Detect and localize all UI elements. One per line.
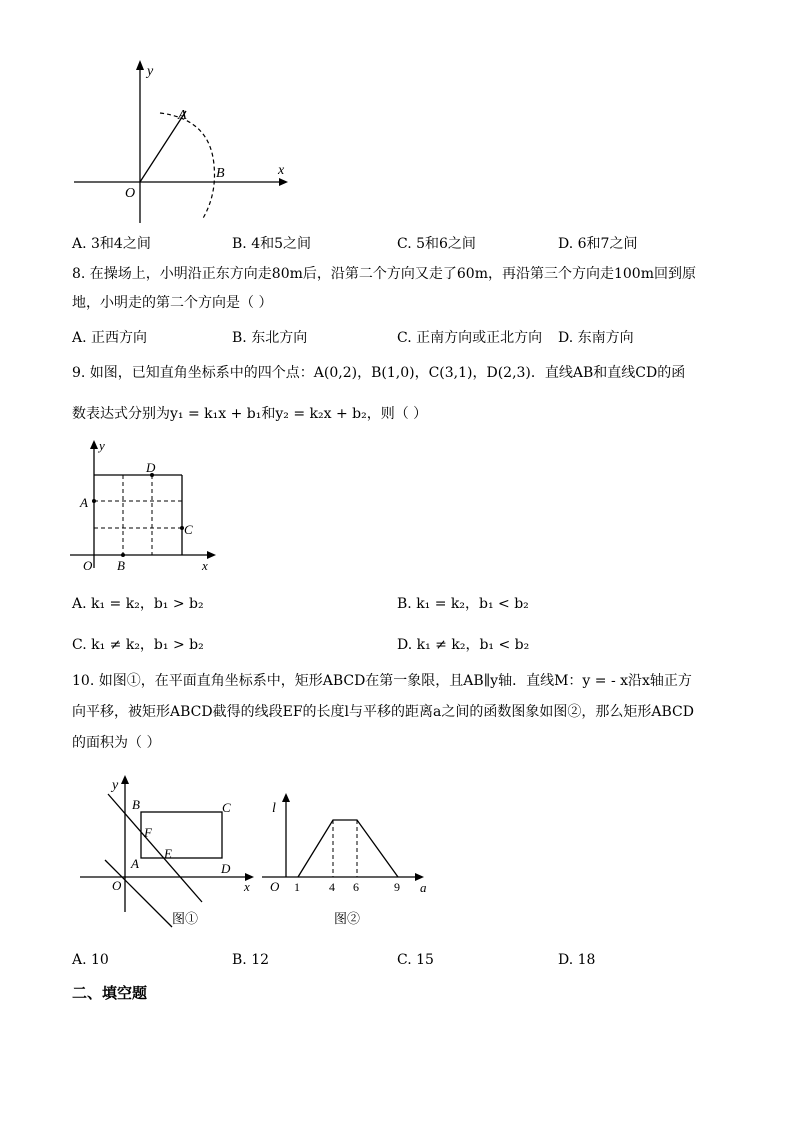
q8-option-a[interactable]: A. 正西方向 <box>72 330 148 346</box>
q8-option-d[interactable]: D. 东南方向 <box>558 330 634 346</box>
q7-figure <box>60 55 300 235</box>
x-axis-arrow-icon <box>207 551 216 559</box>
point-a-label: A <box>178 108 187 123</box>
y-label: y <box>147 64 154 79</box>
origin-label: O <box>112 878 122 893</box>
q7-option-a[interactable]: A. 3和4之间 <box>72 236 151 252</box>
rectangle-abcd <box>141 812 222 858</box>
x-label: x <box>278 163 285 178</box>
point-b-label: B <box>132 797 140 812</box>
line-m-translated <box>108 794 202 902</box>
q10-stem-line2: 向平移，被矩形ABCD截得的线段EF的长度l与平移的距离a之间的函数图象如图②，那么矩形ABCD <box>72 704 694 720</box>
point-a-label: A <box>131 856 139 871</box>
q8-stem-line2: 地，小明走的第二个方向是（ ） <box>72 295 273 311</box>
q9-option-c[interactable]: C. k₁ ≠ k₂，b₁ > b₂ <box>72 637 204 653</box>
tick-label: 4 <box>329 880 335 894</box>
q10-stem-line3: 的面积为（ ） <box>72 735 161 751</box>
graph-l-vs-a <box>298 820 398 877</box>
q10-figure-2-svg <box>262 790 442 932</box>
origin-label: O <box>270 879 280 894</box>
tick-label: 6 <box>353 880 359 894</box>
y-axis-arrow-icon <box>282 793 290 802</box>
figure-2-caption: 图② <box>334 911 361 926</box>
q10-option-b[interactable]: B. 12 <box>232 952 270 968</box>
point-a <box>92 499 96 503</box>
y-label: y <box>99 438 105 453</box>
section-title: 二、填空题 <box>72 984 148 1002</box>
point-d-label: D <box>146 460 156 475</box>
q9-option-a[interactable]: A. k₁ = k₂，b₁ > b₂ <box>72 596 204 612</box>
q8-option-c[interactable]: C. 正南方向或正北方向 <box>397 330 543 346</box>
q9-figure <box>70 438 230 578</box>
dashed-arc <box>160 113 215 220</box>
q10-figure-1-svg <box>80 772 260 932</box>
point-b-label: B <box>216 166 225 181</box>
q10-figure-1 <box>80 772 260 932</box>
q9-stem-line2: 数表达式分别为y₁ = k₁x + b₁和y₂ = k₂x + b₂，则（ ） <box>72 406 428 422</box>
q10-stem-line1: 10. 如图①，在平面直角坐标系中，矩形ABCD在第一象限，且AB∥y轴．直线M：y = - x沿x轴正方 <box>72 673 692 689</box>
y-label: l <box>272 801 276 816</box>
point-f-label: F <box>144 825 152 840</box>
tick-label: 1 <box>294 880 300 894</box>
point-c-label: C <box>222 800 231 815</box>
y-axis-arrow-icon <box>121 775 129 784</box>
tick-label: 9 <box>394 880 400 894</box>
q10-option-a[interactable]: A. 10 <box>72 952 109 968</box>
q9-option-d[interactable]: D. k₁ ≠ k₂，b₁ < b₂ <box>397 637 530 653</box>
point-b <box>121 553 125 557</box>
figure-1-caption: 图① <box>172 911 199 926</box>
q10-option-d[interactable]: D. 18 <box>558 952 596 968</box>
y-axis-arrow-icon <box>90 440 98 449</box>
q8-option-b[interactable]: B. 东北方向 <box>232 330 308 346</box>
q9-option-b[interactable]: B. k₁ = k₂，b₁ < b₂ <box>397 596 529 612</box>
y-label: y <box>112 778 119 793</box>
x-label: x <box>244 879 250 894</box>
q7-figure-svg <box>60 55 300 235</box>
origin-label: O <box>125 186 136 201</box>
q7-option-c[interactable]: C. 5和6之间 <box>397 236 476 252</box>
q8-stem-line1: 8. 在操场上，小明沿正东方向走80m后，沿第二个方向又走了60m，再沿第三个方向走100m回到原 <box>72 266 696 282</box>
x-label: x <box>202 558 208 573</box>
q9-figure-svg <box>70 438 230 578</box>
x-axis-arrow-icon <box>279 178 288 186</box>
q10-option-c[interactable]: C. 15 <box>397 952 434 968</box>
point-a-label: A <box>80 495 88 510</box>
q9-stem-line1: 9. 如图，已知直角坐标系中的四个点：A(0,2)，B(1,0)，C(3,1)，D(2,3)．直线AB和直线CD的函 <box>72 365 686 381</box>
origin-label: O <box>83 558 93 573</box>
q10-figure-2 <box>262 790 442 932</box>
point-d-label: D <box>221 861 231 876</box>
x-label: a <box>420 880 427 895</box>
q7-option-d[interactable]: D. 6和7之间 <box>558 236 638 252</box>
point-b-label: B <box>117 558 125 573</box>
y-axis-arrow-icon <box>136 60 144 70</box>
point-e-label: E <box>164 846 172 861</box>
point-c-label: C <box>184 522 193 537</box>
q7-option-b[interactable]: B. 4和5之间 <box>232 236 312 252</box>
